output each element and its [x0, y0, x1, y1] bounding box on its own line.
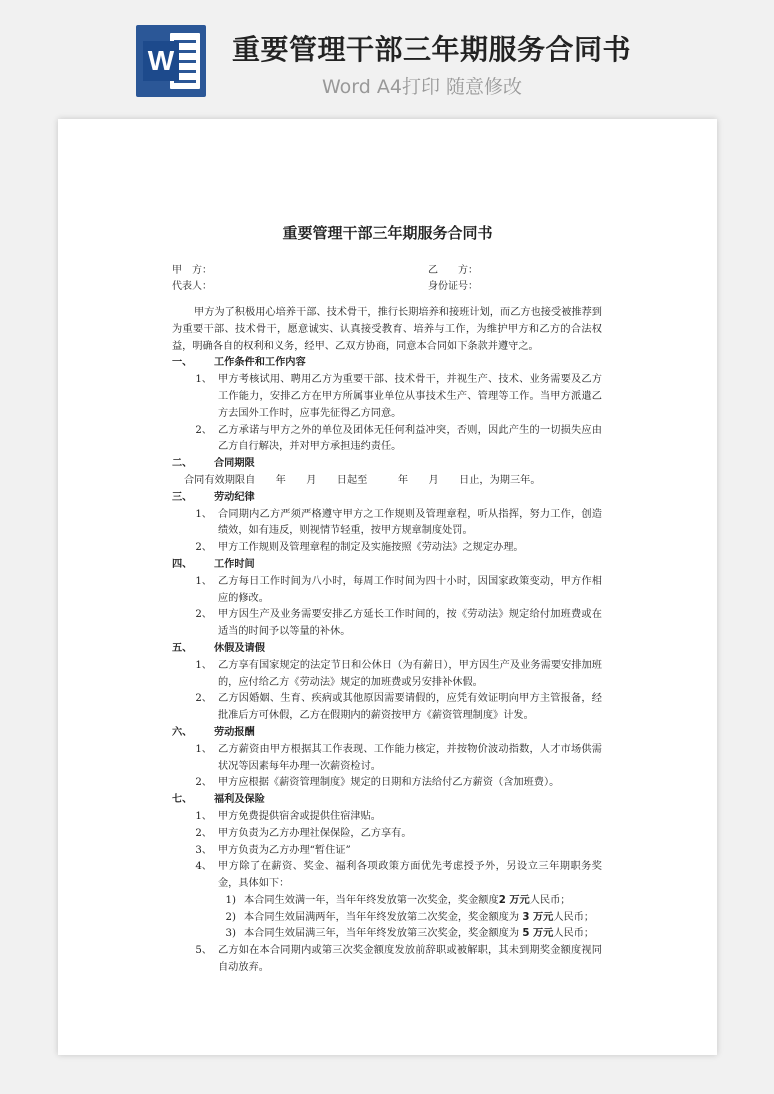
party-b-label: 乙 方：: [428, 265, 478, 276]
list-item: 2、 乙方承诺与甲方之外的单位及团体无任何利益冲突，否则，因此产生的一切损失应由乙方自行解决，并对甲方承担违约责任。: [195, 424, 602, 453]
list-item: 2、 乙方因婚姻、生育、疾病或其他原因需要请假的，应凭有效证明向甲方主管报备，经批准后方可休假，乙方在假期内的薪资按甲方《薪资管理制度》计发。: [195, 693, 602, 722]
word-logo-icon: [136, 25, 206, 97]
bonus-item: 3) 本合同生效届满三年，当年年终发放第三次奖金，奖金额度为 5 万元人民币；: [225, 928, 595, 940]
header-title: 重要管理干部三年期服务合同书: [232, 33, 632, 66]
intro-paragraph: 甲方为了积极用心培养干部、技术骨干，推行长期培养和接班计划，而乙方也接受被推荐到为重要干部、技术骨干，愿意诚实、认真接受教育、培养与工作，为维护甲方和乙方的合法权益，明确各自的权利和义务，经甲、乙双方协商，同意本合同如下条款并遵守之。: [172, 307, 602, 352]
header-subtitle: Word A4打印 随意修改: [322, 76, 523, 98]
list-item: 1、 乙方每日工作时间为八小时，每周工作时间为四十小时，因国家政策变动，甲方作相应的修改。: [195, 575, 602, 604]
bonus-item: 2) 本合同生效届满两年，当年年终发放第二次奖金，奖金额度为 3 万元人民币；: [225, 911, 595, 923]
list-item: 1、 甲方考核试用、聘用乙方为重要干部、技术骨干，并视生产、技术、业务需要及乙方工作能力，安排乙方在甲方所属事业单位从事技术生产、管理等工作。当甲方派遣乙方去国外工作时，应事先征得乙方同意。: [195, 374, 602, 419]
list-item: 2、 甲方应根据《薪资管理制度》规定的日期和方法给付乙方薪资（含加班费）。: [195, 777, 560, 789]
section-heading: 三、 劳动纪律: [172, 491, 255, 503]
list-item: 1、 乙方享有国家规定的法定节日和公休日（为有薪日），甲方因生产及业务需要安排加班的，应付给乙方《劳动法》规定的加班费或另安排补休假。: [195, 659, 602, 688]
list-item: 4、 甲方除了在薪资、奖金、福利各项政策方面优先考虑授予外，另设立三年期职务奖金，具体如下：: [195, 861, 602, 890]
section-heading: 一、 工作条件和工作内容: [172, 357, 306, 369]
list-item: 3、 甲方负责为乙方办理“暂住证”: [195, 844, 351, 856]
list-item: 2、 甲方负责为乙方办理社保保险，乙方享有。: [195, 827, 412, 839]
document-title: 重要管理干部三年期服务合同书: [282, 224, 493, 242]
list-item: 1、 合同期内乙方严须严格遵守甲方之工作规则及管理章程，听从指挥，努力工作，创造绩效，如有违反，则视情节轻重，按甲方规章制度处罚。: [195, 508, 602, 537]
section-heading: 四、 工作时间: [172, 558, 255, 570]
page-header: [0, 0, 774, 112]
section-heading: 六、 劳动报酬: [172, 726, 255, 738]
section-heading: 五、 休假及请假: [172, 642, 265, 654]
list-item: 1、 甲方免费提供宿舍或提供住宿津贴。: [195, 810, 381, 822]
document-page: [58, 119, 717, 1055]
party-a-label: 甲 方：: [172, 265, 212, 276]
section-heading: 二、 合同期限: [172, 458, 255, 470]
section-heading: 七、 福利及保险: [172, 794, 265, 806]
word-logo-letter: W: [143, 41, 179, 81]
representative-label: 代表人：: [172, 281, 212, 292]
list-item: 5、 乙方如在本合同期内或第三次奖金额度发放前辞职或被解职，其未到期奖金额度视同自动放弃。: [195, 945, 602, 974]
list-item: 2、 甲方因生产及业务需要安排乙方延长工作时间的，按《劳动法》规定给付加班费或在适当的时间予以等量的补休。: [195, 609, 602, 638]
list-item: 1、 乙方薪资由甲方根据其工作表现、工作能力核定，并按物价波动指数，人才市场供需状况等因素每年办理一次薪资检讨。: [195, 743, 602, 772]
list-item: 2、 甲方工作规则及管理章程的制定及实施按照《劳动法》之规定办理。: [195, 542, 524, 554]
bonus-item: 1) 本合同生效满一年，当年年终发放第一次奖金，奖金额度2 万元人民币；: [225, 894, 571, 906]
contract-body: [172, 305, 602, 977]
id-number-label: 身份证号：: [428, 281, 478, 292]
contract-term-text: 合同有效期限自 年 月 日起至 年 月 日止，为期三年。: [184, 474, 541, 486]
